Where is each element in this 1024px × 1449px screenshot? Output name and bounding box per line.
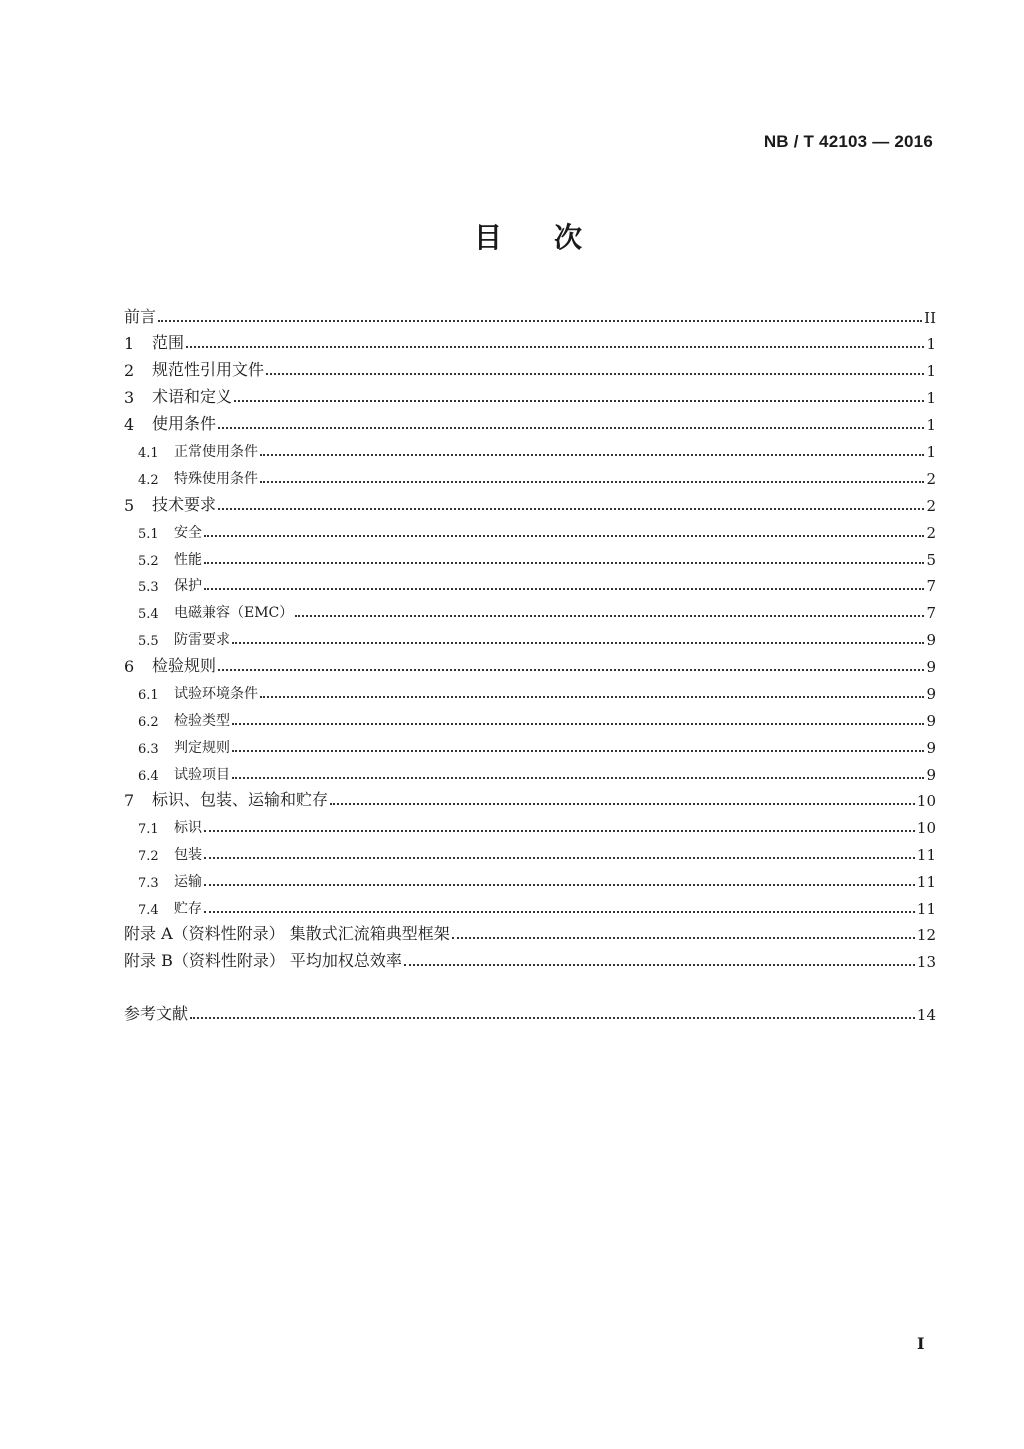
toc-entry-number: 5.2 [138, 554, 159, 569]
dot-leader [260, 696, 924, 698]
toc-entry-number: 7.4 [138, 903, 159, 918]
dot-leader [232, 723, 924, 725]
toc-entry-title: 安全 [174, 525, 202, 541]
title-char-2: 次 [554, 221, 583, 254]
dot-leader [204, 535, 924, 537]
dot-leader [232, 777, 924, 779]
toc-entry-page: 2 [926, 524, 936, 542]
toc-entry[interactable] [124, 600, 936, 622]
dot-leader [260, 481, 924, 483]
dot-leader [190, 1017, 915, 1019]
toc-entry-title: 参考文献 [124, 1004, 189, 1023]
toc-entry-page: 5 [926, 551, 936, 569]
toc-entry-title: 电磁兼容（EMC） [174, 605, 294, 621]
toc-entry[interactable] [124, 842, 936, 864]
toc-entry-title: 正常使用条件 [174, 444, 258, 460]
toc-entry-page: 12 [916, 926, 936, 944]
toc-entry-page: 7 [926, 577, 936, 595]
dot-leader [452, 937, 915, 939]
toc-entry-title: 性能 [174, 552, 202, 568]
toc-entry-page: 9 [926, 712, 936, 730]
toc-entry[interactable] [124, 1002, 936, 1024]
dot-leader [204, 884, 915, 886]
toc-entry-number: 7 [124, 791, 135, 810]
toc-entry-page: 1 [926, 389, 936, 407]
toc-entry-title: 使用条件 [152, 414, 217, 433]
toc-entry-number: 7.1 [138, 822, 159, 837]
page-number: I [917, 1334, 925, 1353]
toc-entry-title: 判定规则 [174, 740, 230, 756]
toc-entry-title: 特殊使用条件 [174, 471, 258, 487]
toc-entry-title: 前言 [124, 307, 157, 326]
dot-leader [260, 454, 924, 456]
toc-entry-number: 6.2 [138, 715, 159, 730]
toc-entry-page: 14 [916, 1006, 936, 1024]
toc-entry-title: 范围 [152, 333, 185, 352]
dot-leader [218, 427, 924, 429]
dot-leader [186, 346, 924, 348]
toc-entry-page: 11 [916, 873, 936, 891]
toc-entry-number: 4.1 [138, 446, 159, 461]
dot-leader [158, 320, 922, 322]
toc-entry-title: 保护 [174, 578, 202, 594]
toc-entry-number: 6 [124, 657, 135, 676]
toc-entry-number: 6.1 [138, 688, 159, 703]
dot-leader [204, 562, 924, 564]
toc-entry-title: 标识 [174, 820, 202, 836]
dot-leader [232, 750, 924, 752]
toc-entry[interactable] [124, 466, 936, 488]
toc-entry-page: 9 [926, 739, 936, 757]
toc-entry[interactable] [124, 681, 936, 703]
dot-leader [234, 400, 924, 402]
toc-entry[interactable] [124, 896, 936, 918]
toc-entry[interactable] [124, 385, 936, 407]
dot-leader [204, 830, 915, 832]
toc-entry-title: 试验项目 [174, 767, 230, 783]
toc-entry-title: 贮存 [174, 901, 202, 917]
toc-entry-title: 防雷要求 [174, 632, 230, 648]
toc-entry-number: 3 [124, 388, 135, 407]
toc-entry[interactable] [124, 412, 936, 434]
toc-entry-title: 附录 A（资料性附录） 集散式汇流箱典型框架 [124, 924, 450, 943]
toc-entry-page: 10 [916, 819, 936, 837]
dot-leader [404, 964, 915, 966]
toc-entry[interactable] [124, 815, 936, 837]
toc-entry-number: 6.4 [138, 769, 159, 784]
toc-entry[interactable] [124, 358, 936, 380]
toc-entry-number: 5.4 [138, 607, 159, 622]
toc-entry-page: 2 [926, 497, 936, 515]
toc-entry-number: 5 [124, 496, 135, 515]
toc-entry[interactable] [124, 922, 936, 944]
toc-entry-number: 7.2 [138, 849, 159, 864]
toc-entry-title: 检验类型 [174, 713, 230, 729]
toc-entry-number: 4.2 [138, 473, 159, 488]
dot-leader [232, 642, 924, 644]
toc-entry-title: 附录 B（资料性附录） 平均加权总效率 [124, 951, 402, 970]
toc-entry-page: 9 [926, 685, 936, 703]
dot-leader [295, 615, 924, 617]
toc-entry-title: 运输 [174, 874, 202, 890]
toc-entry[interactable] [124, 493, 936, 515]
toc-entry-page: 2 [926, 470, 936, 488]
dot-leader [218, 669, 924, 671]
dot-leader [218, 508, 924, 510]
toc-entry[interactable] [124, 708, 936, 730]
toc-entry[interactable] [124, 654, 936, 676]
toc-entry[interactable] [124, 573, 936, 595]
dot-leader [204, 588, 924, 590]
toc-entry[interactable] [124, 949, 936, 971]
standard-code: NB / T 42103 — 2016 [763, 132, 933, 151]
page-title [0, 216, 1024, 256]
dot-leader [204, 857, 915, 859]
toc-entry-page: II [924, 309, 936, 327]
toc-entry-page: 11 [916, 900, 936, 918]
toc-entry[interactable] [124, 439, 936, 461]
toc-entry-title: 试验环境条件 [174, 686, 258, 702]
toc-entry-page: 1 [926, 416, 936, 434]
toc-entry-page: 10 [916, 792, 936, 810]
toc-entry-page: 1 [926, 335, 936, 353]
toc-entry-page: 9 [926, 631, 936, 649]
toc-entry-page: 13 [916, 953, 936, 971]
toc-entry-number: 4 [124, 415, 135, 434]
toc-entry-page: 11 [916, 846, 936, 864]
toc-entry-title: 技术要求 [152, 495, 217, 514]
toc-entry-number: 6.3 [138, 742, 159, 757]
toc-entry-page: 9 [926, 766, 936, 784]
toc-entry-number: 5.3 [138, 580, 159, 595]
toc-entry-title: 检验规则 [152, 656, 217, 675]
toc-entry-number: 7.3 [138, 876, 159, 891]
toc-entry-title: 包装 [174, 847, 202, 863]
toc-entry-title: 标识、包装、运输和贮存 [152, 790, 329, 809]
toc-entry[interactable] [124, 627, 936, 649]
toc-entry[interactable] [124, 520, 936, 542]
toc-entry-number: 5.1 [138, 527, 159, 542]
toc-entry[interactable] [124, 762, 936, 784]
dot-leader [330, 803, 915, 805]
toc-entry[interactable] [124, 547, 936, 569]
toc-entry[interactable] [124, 331, 936, 353]
toc-entry-page: 7 [926, 604, 936, 622]
dot-leader [204, 911, 915, 913]
toc-entry-number: 1 [124, 334, 135, 353]
toc-entry[interactable] [124, 305, 936, 327]
toc-entry-number: 5.5 [138, 634, 159, 649]
toc-entry-number: 2 [124, 361, 135, 380]
toc-entry[interactable] [124, 735, 936, 757]
toc-entry-page: 9 [926, 658, 936, 676]
toc-entry[interactable] [124, 788, 936, 810]
toc-entry-page: 1 [926, 443, 936, 461]
toc-entry-title: 术语和定义 [152, 387, 233, 406]
toc-entry-title: 规范性引用文件 [152, 360, 265, 379]
toc-entry-page: 1 [926, 362, 936, 380]
dot-leader [266, 373, 924, 375]
title-char-1: 目 [473, 221, 502, 254]
toc-entry[interactable] [124, 869, 936, 891]
